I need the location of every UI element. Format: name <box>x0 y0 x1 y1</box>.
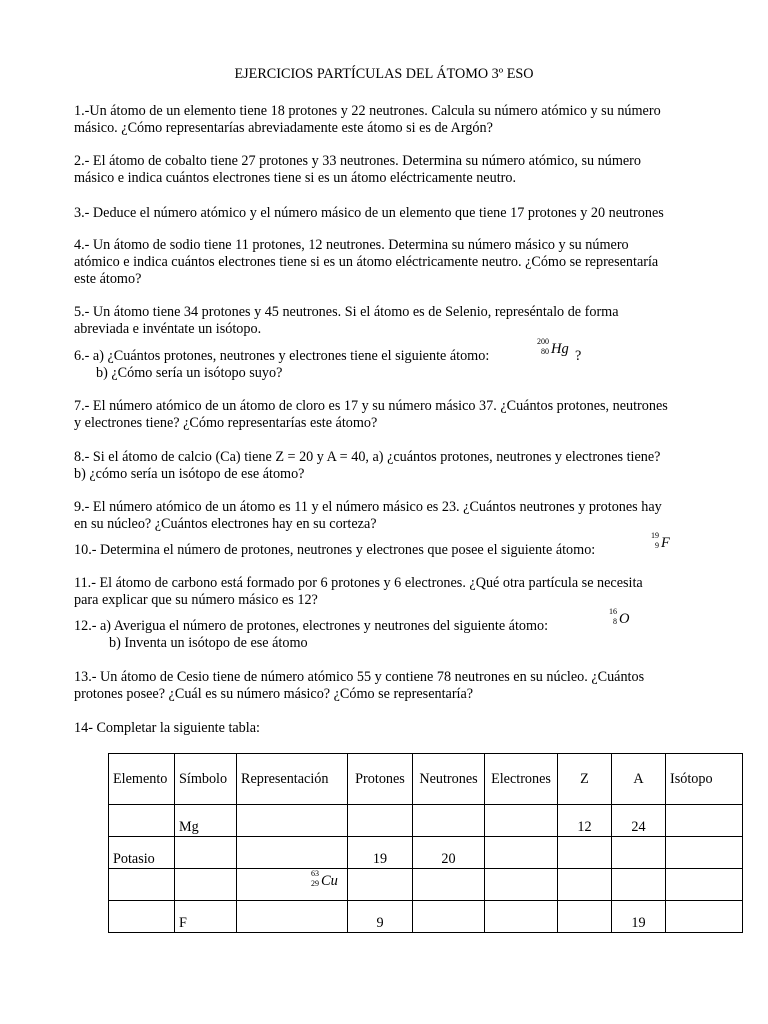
table-cell <box>348 869 413 901</box>
isotope-cu-atomic: 29 <box>311 879 319 888</box>
isotope-o-symbol: O <box>619 611 630 627</box>
table-cell <box>666 869 743 901</box>
exercise-7-line-2: y electrones tiene? ¿Cómo representarías este átomo? <box>74 415 378 431</box>
isotope-cu-mass: 63 <box>311 869 319 878</box>
table-cell <box>558 869 612 901</box>
exercise-6-line-1: 6.- a) ¿Cuántos protones, neutrones y electrones tiene el siguiente átomo: <box>74 348 490 364</box>
exercise-11-line-1: 11.- El átomo de carbono está formado por 6 protones y 6 electrones. ¿Qué otra partícula se necesita <box>74 575 643 591</box>
particles-table <box>108 753 743 933</box>
header-z: Z <box>558 754 612 805</box>
isotope-f-atomic: 9 <box>655 541 659 550</box>
exercise-4-line-3: este átomo? <box>74 271 142 287</box>
table-cell <box>612 869 666 901</box>
table-cell <box>348 805 413 837</box>
table-cell <box>485 837 558 869</box>
table-cell: 20 <box>413 837 485 869</box>
table-cell <box>237 837 348 869</box>
isotope-f <box>646 532 676 554</box>
table-cell-representacion-cu <box>237 869 348 901</box>
table-cell <box>109 869 175 901</box>
table-cell <box>109 901 175 933</box>
exercise-9-line-1: 9.- El número atómico de un átomo es 11 y el número másico es 23. ¿Cuántos neutrones y protones hay <box>74 499 662 515</box>
exercise-14-line-1: 14- Completar la siguiente tabla: <box>74 720 260 736</box>
exercise-6-question-mark: ? <box>575 348 582 364</box>
table-cell: 19 <box>348 837 413 869</box>
exercise-5-line-1: 5.- Un átomo tiene 34 protones y 45 neutrones. Si el átomo es de Selenio, represéntalo de forma <box>74 304 619 320</box>
table-cell <box>175 837 237 869</box>
table-cell <box>666 837 743 869</box>
table-cell <box>237 805 348 837</box>
isotope-f-mass: 19 <box>651 531 659 540</box>
header-a: A <box>612 754 666 805</box>
table-cell: 19 <box>612 901 666 933</box>
exercise-11-line-2: para explicar que su número másico es 12? <box>74 592 318 608</box>
exercise-2-line-1: 2.- El átomo de cobalto tiene 27 protones y 33 neutrones. Determina su número atómico, su número <box>74 153 641 169</box>
table-cell <box>413 901 485 933</box>
isotope-cu <box>305 870 345 892</box>
exercise-7-line-1: 7.- El número atómico de un átomo de cloro es 17 y su número másico 37. ¿Cuántos protones, neutrones <box>74 398 668 414</box>
exercise-9-line-2: en su núcleo? ¿Cuántos electrones hay en su corteza? <box>74 516 377 532</box>
exercise-4-line-1: 4.- Un átomo de sodio tiene 11 protones, 12 neutrones. Determina su número másico y su número <box>74 237 629 253</box>
table-cell: 24 <box>612 805 666 837</box>
table-cell <box>485 805 558 837</box>
table-cell <box>485 869 558 901</box>
table-cell <box>612 837 666 869</box>
isotope-hg-mass: 200 <box>537 337 549 346</box>
header-elemento: Elemento <box>109 754 175 805</box>
table-row <box>109 805 743 837</box>
isotope-o-mass: 16 <box>609 607 617 616</box>
header-simbolo: Símbolo <box>175 754 237 805</box>
exercise-8-line-2: b) ¿cómo sería un isótopo de ese átomo? <box>74 466 305 482</box>
table-cell <box>413 869 485 901</box>
exercise-12-line-2: b) Inventa un isótopo de ese átomo <box>109 635 308 651</box>
table-cell: 9 <box>348 901 413 933</box>
exercise-4-line-2: atómico e indica cuántos electrones tiene si es un átomo eléctricamente neutro. ¿Cómo se representaría <box>74 254 659 270</box>
table-cell: F <box>175 901 237 933</box>
exercise-2-line-2: másico e indica cuántos electrones tiene si es un átomo eléctricamente neutro. <box>74 170 517 186</box>
header-electrones: Electrones <box>485 754 558 805</box>
table-cell: Potasio <box>109 837 175 869</box>
page-title: EJERCICIOS PARTÍCULAS DEL ÁTOMO 3º ESO <box>234 66 534 82</box>
exercise-5-line-2: abreviada e invéntate un isótopo. <box>74 321 262 337</box>
table-cell <box>558 901 612 933</box>
exercise-13-line-2: protones posee? ¿Cuál es su número másico? ¿Cómo se representaría? <box>74 686 474 702</box>
isotope-f-symbol: F <box>661 535 670 551</box>
isotope-cu-symbol: Cu <box>321 873 338 889</box>
exercise-1-line-2: másico. ¿Cómo representarías abreviadamente este átomo si es de Argón? <box>74 120 493 136</box>
header-protones: Protones <box>348 754 413 805</box>
exercise-10-line-1: 10.- Determina el número de protones, neutrones y electrones que posee el siguiente átomo: <box>74 542 596 558</box>
table-cell: 12 <box>558 805 612 837</box>
table-row <box>109 901 743 933</box>
table-row <box>109 837 743 869</box>
table-cell <box>666 901 743 933</box>
exercise-1-line-1: 1.-Un átomo de un elemento tiene 18 protones y 22 neutrones. Calcula su número atómico y su número <box>74 103 661 119</box>
exercise-13-line-1: 13.- Un átomo de Cesio tiene de número atómico 55 y contiene 78 neutrones en su núcleo. ¿Cuántos <box>74 669 645 685</box>
isotope-o <box>604 608 634 630</box>
table-cell <box>175 869 237 901</box>
table-cell <box>413 805 485 837</box>
header-representacion: Representación <box>237 754 348 805</box>
header-isotopo: Isótopo <box>666 754 743 805</box>
table-row <box>109 869 743 901</box>
table-header-row <box>109 754 743 805</box>
isotope-hg-atomic: 80 <box>541 347 549 356</box>
exercise-12-line-1: 12.- a) Averigua el número de protones, electrones y neutrones del siguiente átomo: <box>74 618 549 634</box>
isotope-hg <box>534 338 574 360</box>
exercise-3-line-1: 3.- Deduce el número atómico y el número másico de un elemento que tiene 17 protones y 20 neutrones <box>74 205 664 221</box>
header-neutrones: Neutrones <box>413 754 485 805</box>
isotope-o-atomic: 8 <box>613 617 617 626</box>
table-cell <box>558 837 612 869</box>
table-cell <box>666 805 743 837</box>
exercise-6-line-2: b) ¿Cómo sería un isótopo suyo? <box>96 365 283 381</box>
isotope-hg-symbol: Hg <box>551 341 569 357</box>
table-cell: Mg <box>175 805 237 837</box>
table-cell <box>485 901 558 933</box>
table-cell <box>109 805 175 837</box>
exercise-8-line-1: 8.- Si el átomo de calcio (Ca) tiene Z = 20 y A = 40, a) ¿cuántos protones, neutrones y electrones tiene? <box>74 449 661 465</box>
table-cell <box>237 901 348 933</box>
